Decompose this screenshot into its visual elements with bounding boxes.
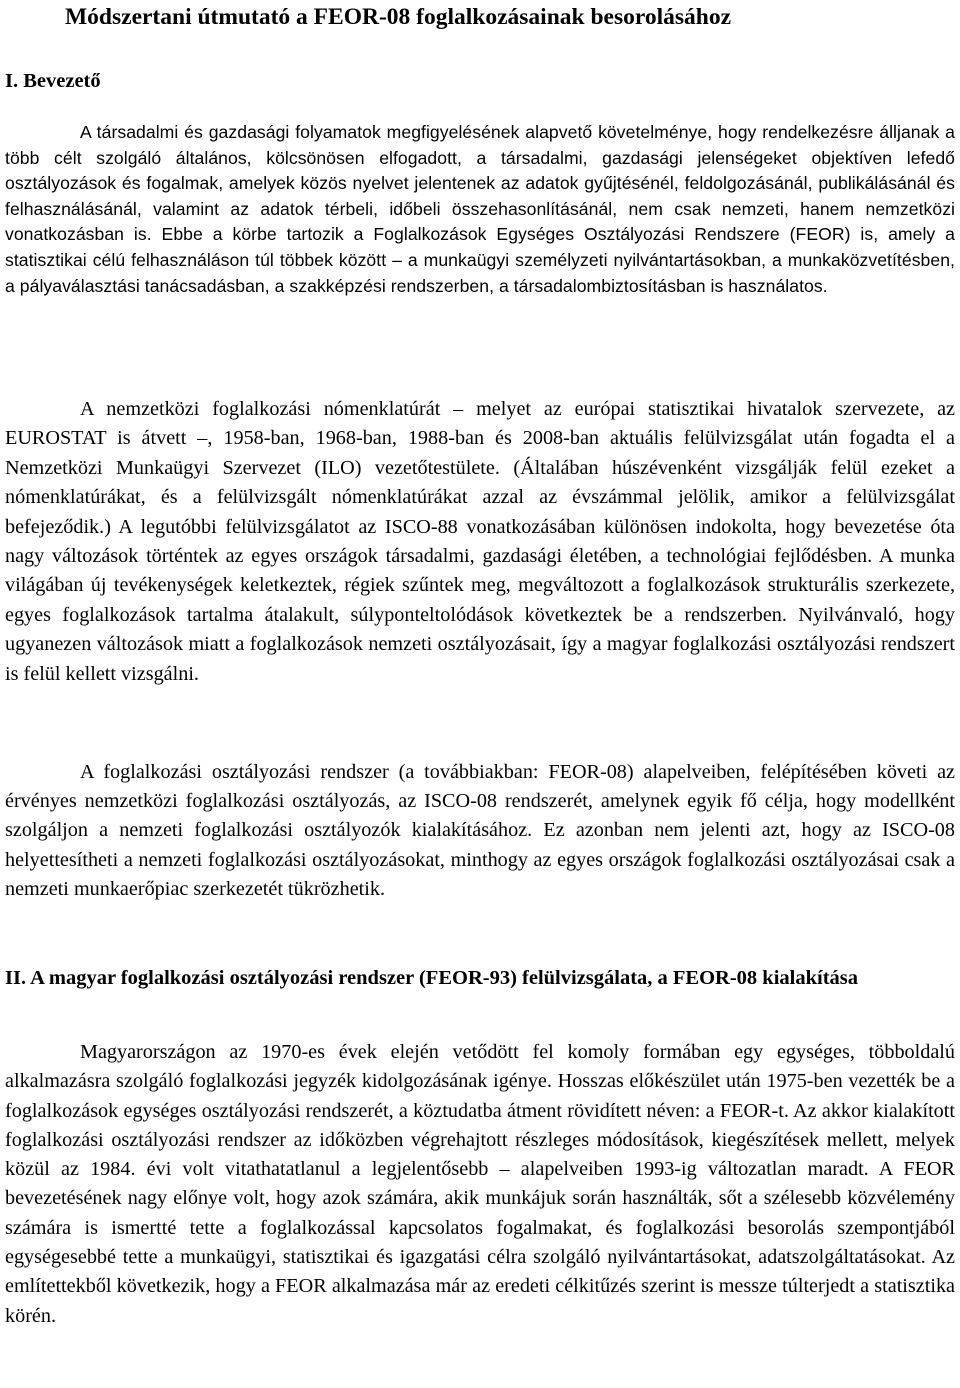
section-heading-introduction: I. Bevezető bbox=[5, 70, 101, 92]
section-heading-feor-revision: II. A magyar foglalkozási osztályozási rendszer (FEOR-93) felülvizsgálata, a FEOR-08 kialakítása bbox=[5, 967, 859, 989]
feor-history-paragraph: Magyarországon az 1970-es évek elején vetődött fel komoly formában egy egységes, többoldalú alkalmazásra szolgáló foglalkozási jegyzék kidolgozásának igénye. Hosszas előkészület után 1975-ben vezették be a foglalkozások egységes osztályozási rendszerét, a köztudatba átment rövidített néven: a FEOR-t. Az akkor kialakított foglalkozási osztályozási rendszer az időközben végrehajtott részleges módosítások, kiegészítések mellett, melyek közül az 1984. évi volt vitathatatlanul a legjelentősebb – alapelveiben 1993-ig változatlan maradt. A FEOR bevezetésének nagy előnye volt, hogy azok számára, akik munkájuk során használták, sőt a szélesebb közvélemény számára is ismertté tette a foglalkozással kapcsolatos fogalmakat, és foglalkozási besorolás szempontjából egységesebbé tette a munkaügyi, statisztikai és igazgatási célra szolgáló nyilvántartásokat, adatszolgáltatásokat. Az említettekből következik, hogy a FEOR alkalmazása már az eredeti célkitűzés szerint is messze túlterjedt a statisztika körén. bbox=[5, 1041, 955, 1327]
document-title: Módszertani útmutató a FEOR-08 foglalkozásainak besorolásához bbox=[65, 4, 732, 30]
intro-paragraph-1: A társadalmi és gazdasági folyamatok megfigyelésének alapvető követelménye, hogy rendelkezésre álljanak a több célt szolgáló általános, kölcsönösen elfogadott, a társadalmi, gazdasági jelenségeket objektíven lefedő osztályozások és fogalmak, amelyek közös nyelvet jelentenek az adatok gyűjtésénél, feldolgozásánál, publikálásánál és felhasználásánál, valamint az adatok térbeli, időbeli összehasonlításánál, nem csak nemzeti, hanem nemzetközi vonatkozásban is. Ebbe a körbe tartozik a Foglalkozások Egységes Osztályozási Rendszere (FEOR) is, amely a statisztikai célú felhasználáson túl többek között – a munkaügyi személyzeti nyilvántartásokban, a munkaközvetítésben, a pályaválasztási tanácsadásban, a szakképzési rendszerben, a társadalombiztosításban is használatos. bbox=[5, 122, 955, 296]
intro-paragraph-3: A foglalkozási osztályozási rendszer (a továbbiakban: FEOR-08) alapelveiben, felépítésében követi az érvényes nemzetközi foglalkozási osztályozás, az ISCO-08 rendszerét, amelynek egyik fő célja, hogy modellként szolgáljon a nemzeti foglalkozási osztályozók kialakításához. Ez azonban nem jelenti azt, hogy az ISCO-08 helyettesítheti a nemzeti foglalkozási osztályozásokat, minthogy az egyes országok foglalkozási osztályozásai csak a nemzeti munkaerőpiac szerkezetét tükrözhetik. bbox=[5, 761, 955, 900]
intro-paragraph-2: A nemzetközi foglalkozási nómenklatúrát – melyet az európai statisztikai hivatalok szervezete, az EUROSTAT is átvett –, 1958-ban, 1968-ban, 1988-ban és 2008-ban aktuális felülvizsgálat után fogadta el a Nemzetközi Munkaügyi Szervezet (ILO) vezetőtestülete. (Általában húszévenként vizsgálják felül ezeket a nómenklatúrákat, és a felülvizsgált nómenklatúrákat azzal az évszámmal jelölik, amikor a felülvizsgálat befejeződik.) A legutóbbi felülvizsgálatot az ISCO-88 vonatkozásában különösen indokolta, hogy bevezetése óta nagy változások történtek az egyes országok társadalmi, gazdasági életében, a technológiai fejlődésben. A munka világában új tevékenységek keletkeztek, régiek szűntek meg, megváltozott a foglalkozások strukturális szerkezete, egyes foglalkozások tartalma átalakult, súlyponteltolódások következtek be a rendszerben. Nyilvánvaló, hogy ugyanezen változások miatt a foglalkozások nemzeti osztályozásait, így a magyar foglalkozási osztályozási rendszert is felül kellett vizsgálni. bbox=[5, 398, 955, 685]
